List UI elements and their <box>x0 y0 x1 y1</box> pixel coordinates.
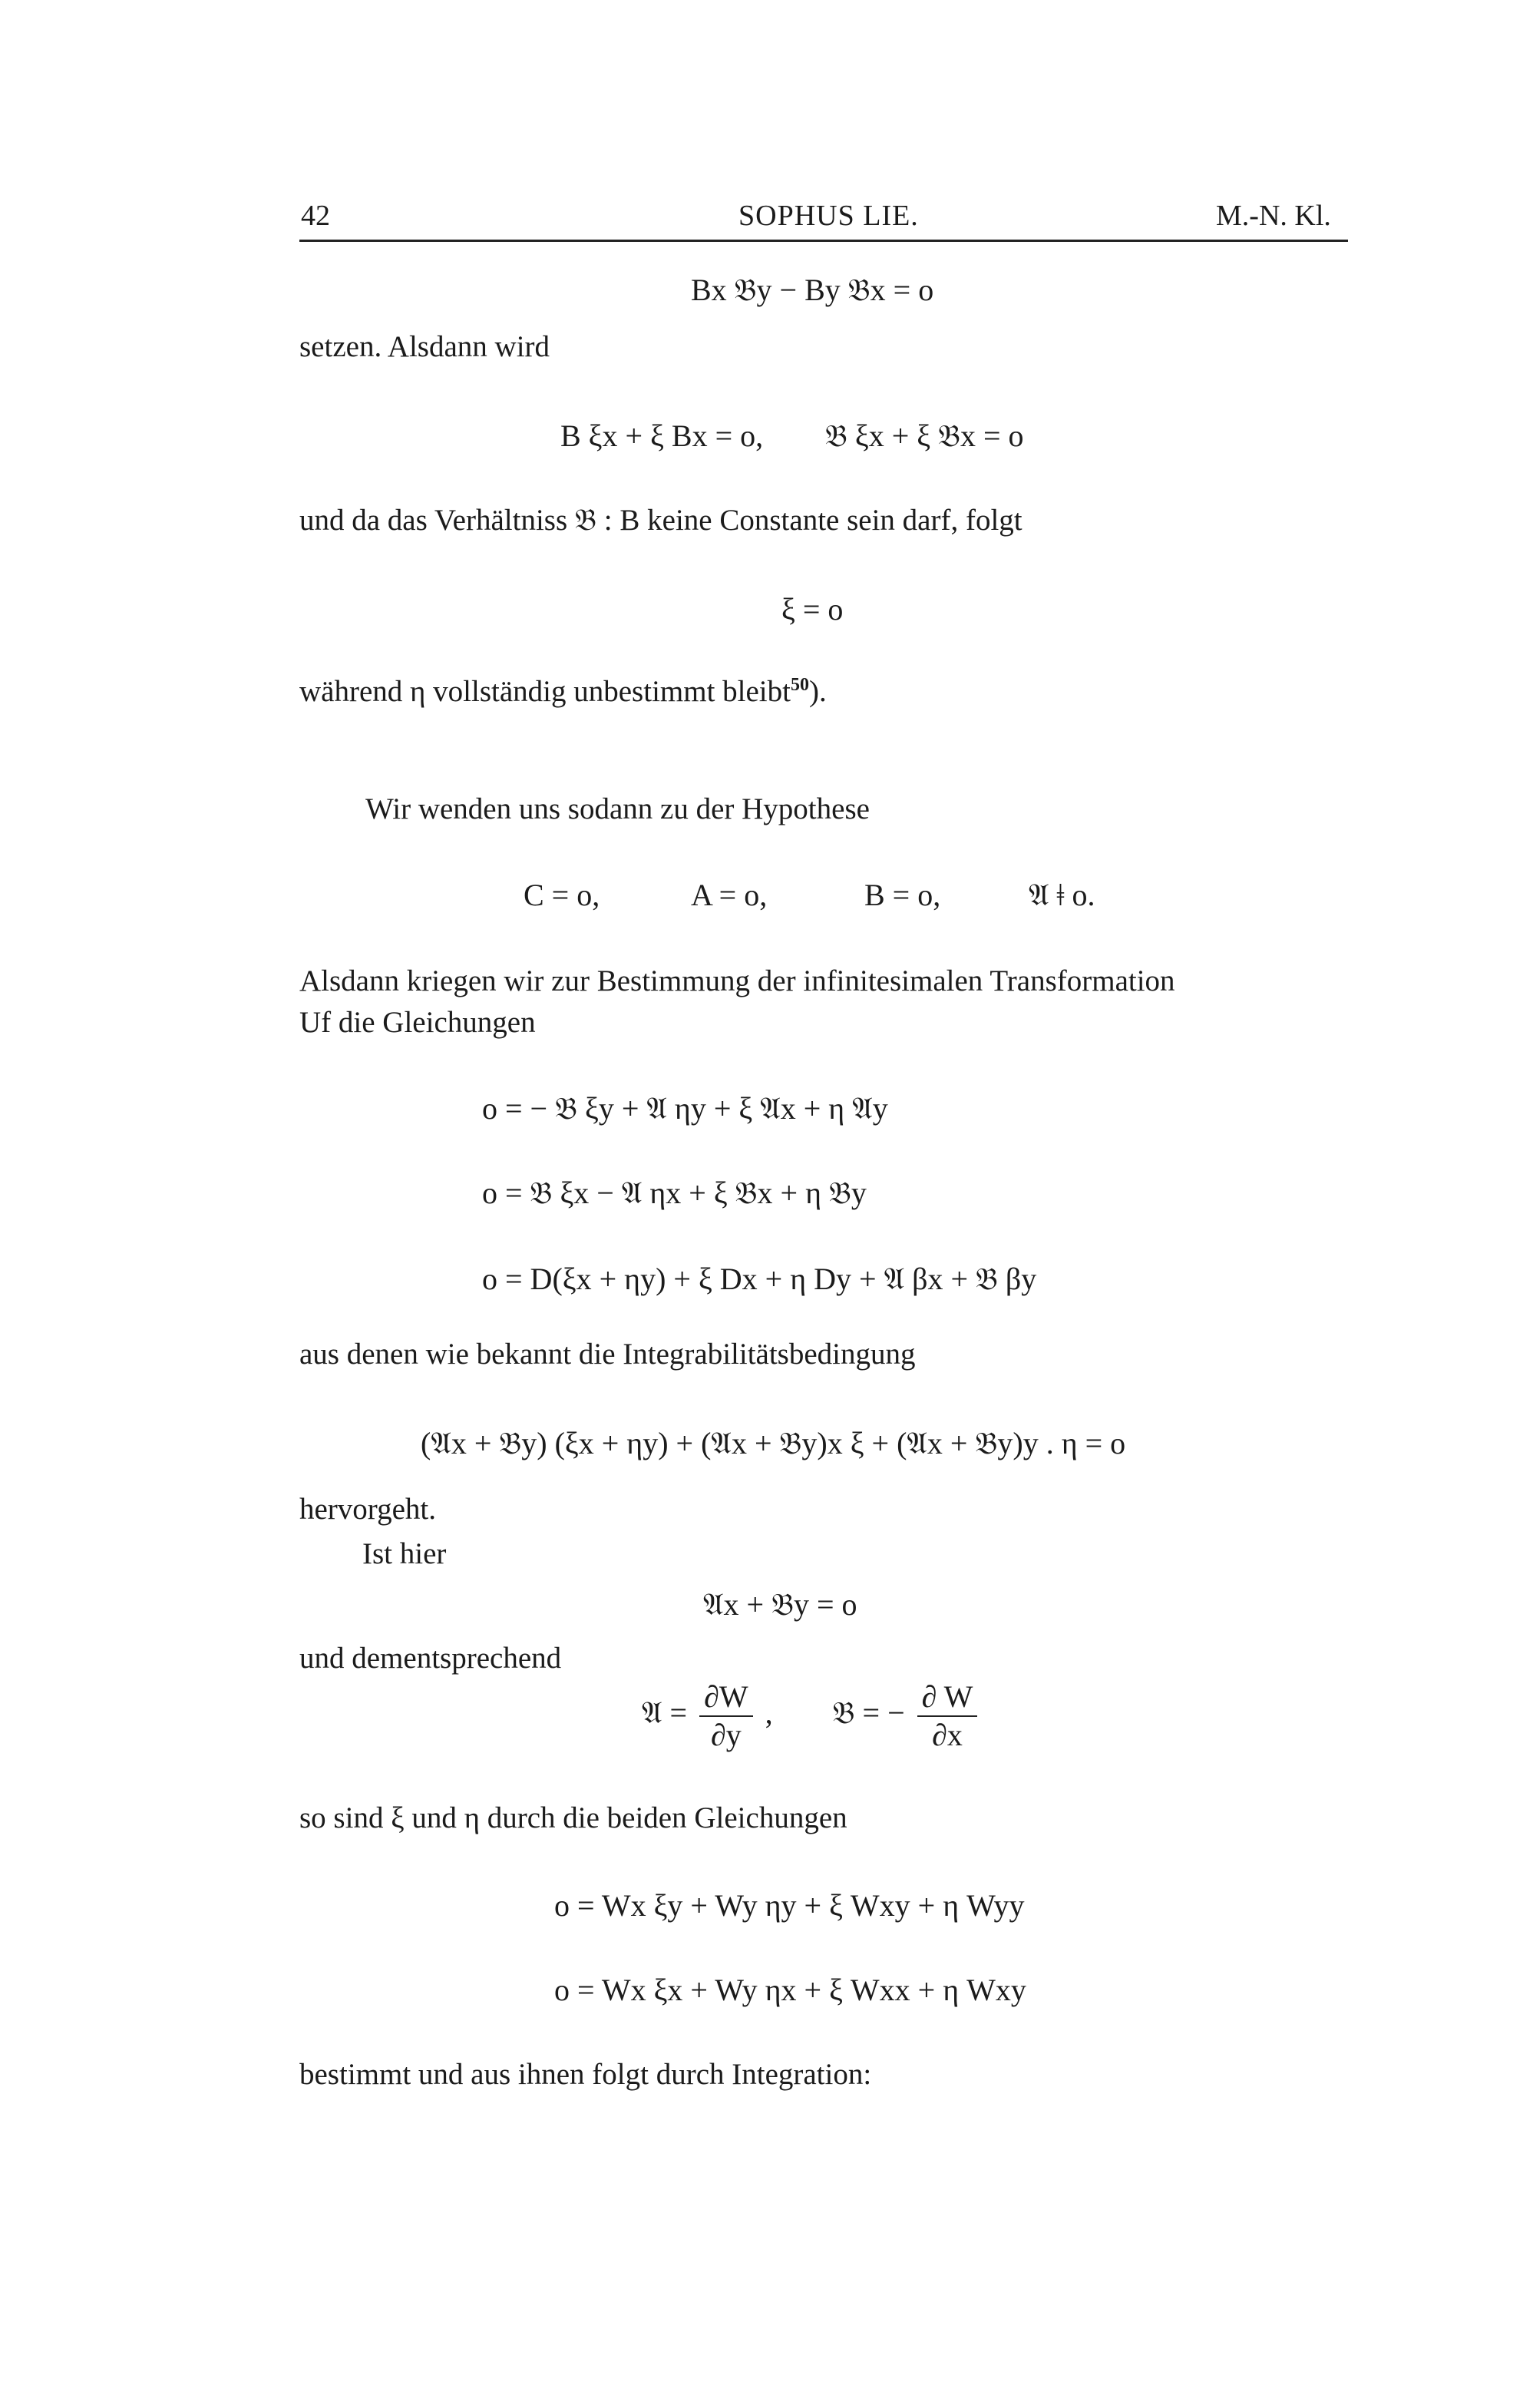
page-number: 42 <box>301 200 330 232</box>
equation-8: (𝔄x + 𝔅y) (ξx + ηy) + (𝔄x + 𝔅y)x ξ + (𝔄x + 𝔅y)y . η = o <box>421 1426 1126 1460</box>
fraction-1-denominator: ∂y <box>710 1718 742 1752</box>
equation-6: o = 𝔅 ξx − 𝔄 ηx + ξ 𝔅x + η 𝔅y <box>482 1176 867 1210</box>
equation-3: ξ = o <box>781 592 844 627</box>
equation-11: o = Wx ξy + Wy ηy + ξ Wxy + η Wyy <box>554 1888 1025 1923</box>
fraction-2 <box>917 1679 978 1752</box>
paragraph-5-line-2: Uf die Gleichungen <box>299 1006 536 1039</box>
header-rule <box>299 240 1348 242</box>
paragraph-10: so sind ξ und η durch die beiden Gleichungen <box>299 1801 847 1834</box>
paragraph-5-line-1: Alsdann kriegen wir zur Bestimmung der infinitesimalen Transformation <box>299 964 1175 997</box>
equation-2a: B ξx + ξ Bx = o, <box>560 418 764 453</box>
paragraph-9: und dementsprechend <box>299 1642 562 1675</box>
equation-2b: 𝔅 ξx + ξ 𝔅x = o <box>825 418 1024 453</box>
paragraph-8: Ist hier <box>362 1537 447 1570</box>
equation-12: o = Wx ξx + Wy ηx + ξ Wxx + η Wxy <box>554 1973 1026 2007</box>
equation-10-lhs-2: 𝔅 = − <box>832 1695 905 1731</box>
paragraph-3-text: während η vollständig unbestimmt bleibt <box>299 675 791 708</box>
equation-1: Bx 𝔅y − By 𝔅x = o <box>691 273 934 307</box>
paragraph-4: Wir wenden uns sodann zu der Hypothese <box>365 792 870 825</box>
equation-10-lhs-1: 𝔄 = <box>642 1695 688 1731</box>
paragraph-2: und da das Verhältniss 𝔅 : B keine Constante sein darf, folgt <box>299 504 1022 537</box>
equation-4-c: C = o, <box>524 878 600 912</box>
equation-4-frak: 𝔄 ǂ o. <box>1029 878 1095 912</box>
fraction-2-numerator: ∂ W <box>917 1682 978 1717</box>
section-label: M.-N. Kl. <box>1216 200 1331 232</box>
running-title: SOPHUS LIE. <box>738 200 919 232</box>
equation-10 <box>642 1679 982 1752</box>
paragraph-1: setzen. Alsdann wird <box>299 330 550 363</box>
equation-4-b: B = o, <box>864 878 941 912</box>
fraction-1 <box>699 1679 753 1752</box>
paragraph-6: aus denen wie bekannt die Integrabilitätsbedingung <box>299 1338 916 1371</box>
equation-9: 𝔄x + 𝔅y = o <box>703 1587 857 1622</box>
paragraph-3-tail: ). <box>808 675 827 708</box>
equation-4-a: A = o, <box>691 878 768 912</box>
paragraph-7: hervorgeht. <box>299 1493 436 1526</box>
fraction-2-denominator: ∂x <box>932 1718 963 1752</box>
equation-7: o = D(ξx + ηy) + ξ Dx + η Dy + 𝔄 βx + 𝔅 βy <box>482 1262 1037 1296</box>
paragraph-3 <box>299 676 827 706</box>
footnote-reference: 50 <box>790 675 809 695</box>
equation-5: o = − 𝔅 ξy + 𝔄 ηy + ξ 𝔄x + η 𝔄y <box>482 1091 888 1126</box>
fraction-1-numerator: ∂W <box>699 1682 753 1717</box>
equation-10-separator: , <box>765 1695 773 1731</box>
paragraph-11: bestimmt und aus ihnen folgt durch Integration: <box>299 2058 872 2091</box>
